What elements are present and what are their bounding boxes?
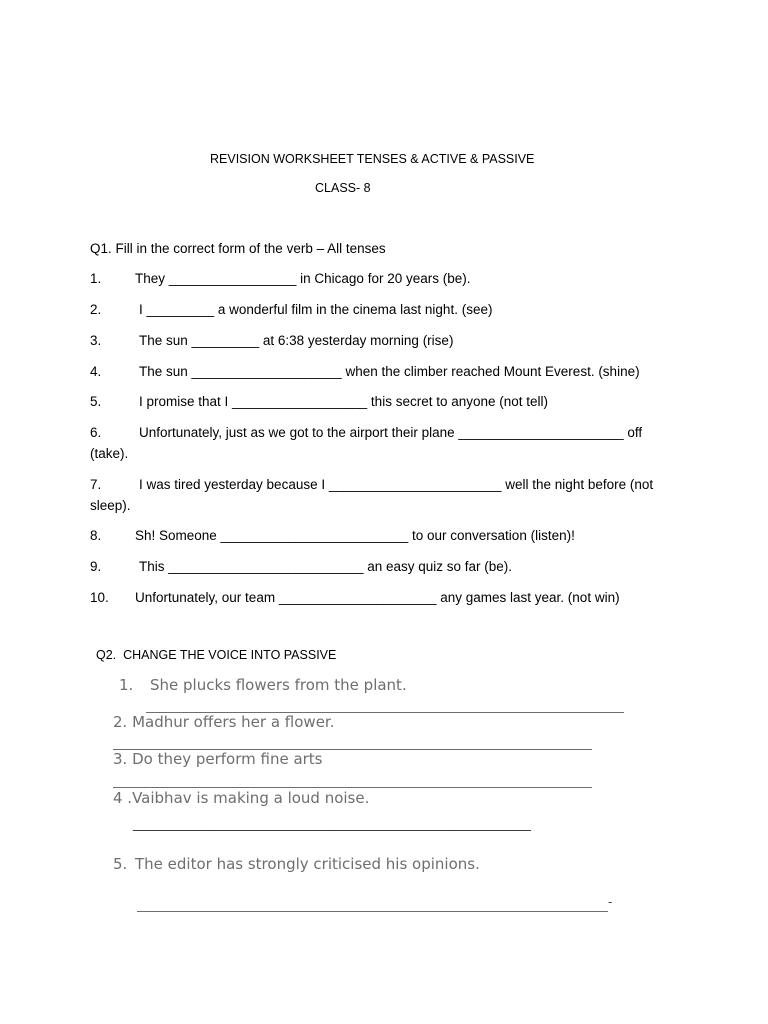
q1-item-number: 6. <box>90 425 102 440</box>
q1-item-text: Unfortunately, just as we got to the airport their plane ______________________ off <box>139 425 643 440</box>
q1-item-continuation: (take). <box>90 446 129 461</box>
q1-item-text: Unfortunately, our team _____________________ any games last year. (not win) <box>135 590 620 605</box>
answer-line[interactable]: _____________________________________________________ <box>133 816 531 831</box>
q1-item-text: They _________________ in Chicago for 20 years (be). <box>135 271 471 286</box>
trailing-dash: - <box>608 894 613 909</box>
q1-item-number: 8. <box>90 528 102 543</box>
q1-item-number: 10. <box>90 590 109 605</box>
class-label: CLASS- 8 <box>315 181 371 195</box>
q1-item-text: The sun ____________________ when the climber reached Mount Everest. (shine) <box>139 364 640 379</box>
q2-heading: Q2. CHANGE THE VOICE INTO PASSIVE <box>96 648 337 662</box>
q2-item-text: 3. Do they perform fine arts <box>113 750 323 768</box>
q2-item-text: 2. Madhur offers her a flower. <box>113 713 335 731</box>
q1-item-number: 3. <box>90 333 102 348</box>
q2-item-text: The editor has strongly criticised his opinions. <box>135 855 480 873</box>
q2-item-number: 5. <box>113 855 128 873</box>
q1-item-text: I was tired yesterday because I _______________________ well the night before (not <box>139 477 654 492</box>
q1-item-continuation: sleep). <box>90 498 131 513</box>
q1-item-text: Sh! Someone _________________________ to our conversation (listen)! <box>135 528 575 543</box>
answer-line[interactable] <box>137 911 608 912</box>
q1-item-number: 9. <box>90 559 102 574</box>
q2-item-number: 1. <box>119 676 134 694</box>
q1-item-number: 2. <box>90 302 102 317</box>
q1-item-number: 5. <box>90 394 102 409</box>
q1-item-text: The sun _________ at 6:38 yesterday morning (rise) <box>139 333 454 348</box>
worksheet-title: REVISION WORKSHEET TENSES & ACTIVE & PASSIVE <box>210 152 535 166</box>
q1-item-number: 4. <box>90 364 102 379</box>
q2-item-text: 4 .Vaibhav is making a loud noise. <box>113 789 370 807</box>
q1-item-number: 1. <box>90 271 102 286</box>
q1-heading: Q1. Fill in the correct form of the verb – All tenses <box>90 241 386 256</box>
q2-item-text: She plucks flowers from the plant. <box>150 676 407 694</box>
q1-item-text: I _________ a wonderful film in the cinema last night. (see) <box>139 302 493 317</box>
q1-item-number: 7. <box>90 477 102 492</box>
answer-line[interactable] <box>113 787 592 788</box>
q1-item-text: This __________________________ an easy quiz so far (be). <box>139 559 513 574</box>
q1-item-text: I promise that I __________________ this secret to anyone (not tell) <box>139 394 549 409</box>
